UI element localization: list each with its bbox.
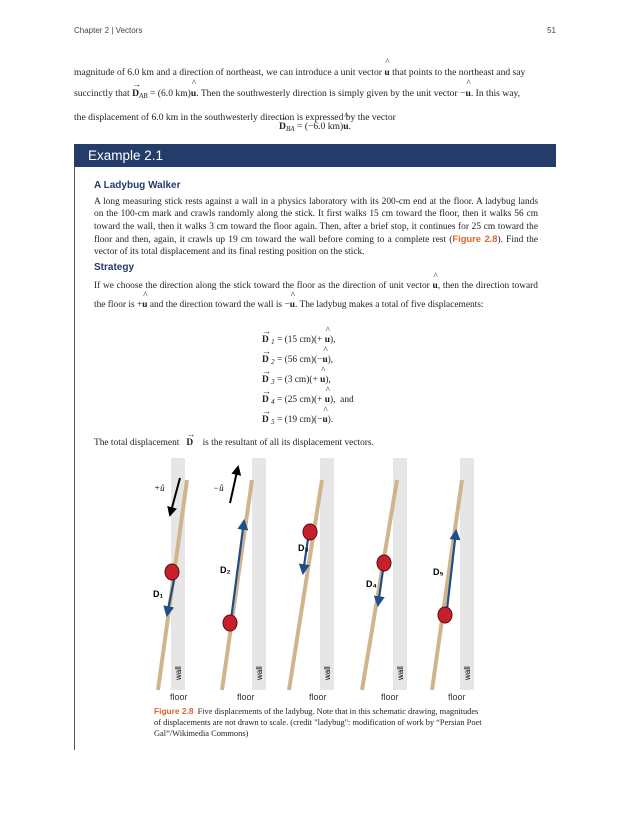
strategy-paragraph: If we choose the direction along the stick toward the floor as the direction of unit vector ^ u, then the direction toward the floor is +^ u and the direction toward the wall is −^ u. The ladybug makes a total of five displacements: (94, 277, 538, 315)
example-heading: A Ladybug Walker (94, 180, 181, 191)
wall-label-4: wall (396, 666, 405, 680)
equation-d1: → D $_1$ = (15 cm)(+ ^ u), (262, 330, 354, 350)
wall-label-5: wall (463, 666, 472, 680)
equation-d5: → D $_5$ = (19 cm)(−^ u). (262, 410, 354, 430)
floor-label-4: floor (381, 692, 399, 702)
vector-label-3: D₃ (298, 543, 309, 553)
intro-line-3: the displacement of 6.0 km in the southwesterly direction is expressed by the vector (74, 112, 396, 123)
vector-label-1: D₁ (153, 589, 164, 599)
ladybug-icon-4 (377, 555, 391, 571)
unit-minus-arrow (230, 467, 238, 503)
vector-label-4: D₄ (366, 579, 377, 589)
equation-d2: → D $_2$ = (56 cm)(−^ u), (262, 350, 354, 370)
figure-link[interactable]: Figure 2.8 (452, 232, 498, 244)
strategy-heading: Strategy (94, 262, 135, 273)
floor-label-2: floor (237, 692, 255, 702)
vector-label-2: D₂ (220, 565, 231, 575)
intro-line-1: magnitude of 6.0 km and a direction of northeast, we can introduce a unit vector ^ u that points to the northeast and say (74, 62, 556, 83)
equation-d3: → D $_3$ = (3 cm)(+ ^ u), (262, 370, 354, 390)
example-banner: Example 2.1 (74, 144, 556, 167)
wall-2 (252, 458, 266, 690)
wall-label-3: wall (323, 666, 332, 680)
measuring-stick-2 (222, 480, 252, 690)
page-number: 51 (547, 26, 556, 35)
vector-label-5: D₅ (433, 567, 444, 577)
ladybug-icon-5 (438, 607, 452, 623)
running-header-chapter: Chapter 2 | Vectors (74, 26, 143, 35)
measuring-stick-3 (289, 480, 322, 690)
floor-label-1: floor (170, 692, 188, 702)
wall-label-1: wall (174, 666, 183, 680)
figure-caption: Figure 2.8 Five displacements of the ladybug. Note that in this schematic drawing, magnitudes of displacements are not drawn to scale. (credit "ladybug": modification of work by “Persian Poet Gal”/Wikimedia Commons) (154, 706, 482, 738)
displacement-arrow-2 (230, 521, 244, 627)
intro-paragraph (74, 62, 556, 128)
unit-vector-u: ^ u (384, 62, 389, 83)
wall-3 (320, 458, 334, 690)
ladybug-icon-2 (223, 615, 237, 631)
wall-label-2: wall (255, 666, 264, 680)
ladybug-figure (140, 455, 490, 695)
floor-label-5: floor (448, 692, 466, 702)
ladybug-icon-1 (165, 564, 179, 580)
ladybug-icon-3 (303, 524, 317, 540)
example-left-rule (74, 150, 75, 750)
unit-plus-label: +û (154, 483, 165, 493)
example-body: A long measuring stick rests against a wall in a physics laboratory with its 200-cm end at the floor. A ladybug lands on the 100-cm mark and crawls randomly along the stick. It first walks 15 cm toward the floor, then it walks 56 cm toward the wall, then it walks 3 cm toward the floor again. Then, after a brief stop, it continues for 25 cm toward the floor and then, again, it crawls up 19 cm toward the wall before coming to a complete rest (Figure 2.8). Find the vector of its total displacement and its final resting position on the stick. (94, 197, 538, 258)
floor-label-3: floor (309, 692, 327, 702)
displacement-equations (262, 330, 354, 430)
total-displacement-line: The total displacement → D is the resultant of all its displacement vectors. (94, 438, 374, 448)
vector-d: → D (132, 83, 139, 104)
equation-dba: → $D_{BA} = (-6.0$ km)^ u. (0, 121, 630, 133)
equation-d4: → D $_4$ = (25 cm)(+ ^ u), and (262, 390, 354, 410)
measuring-stick-5 (432, 480, 462, 690)
unit-minus-label: −û (213, 483, 224, 493)
intro-line-2: succinctly that → $D_{AB} = (6.0$ km)^ u. Then the southwesterly direction is simply given by the unit vector −^ u. In this way, (74, 83, 556, 107)
